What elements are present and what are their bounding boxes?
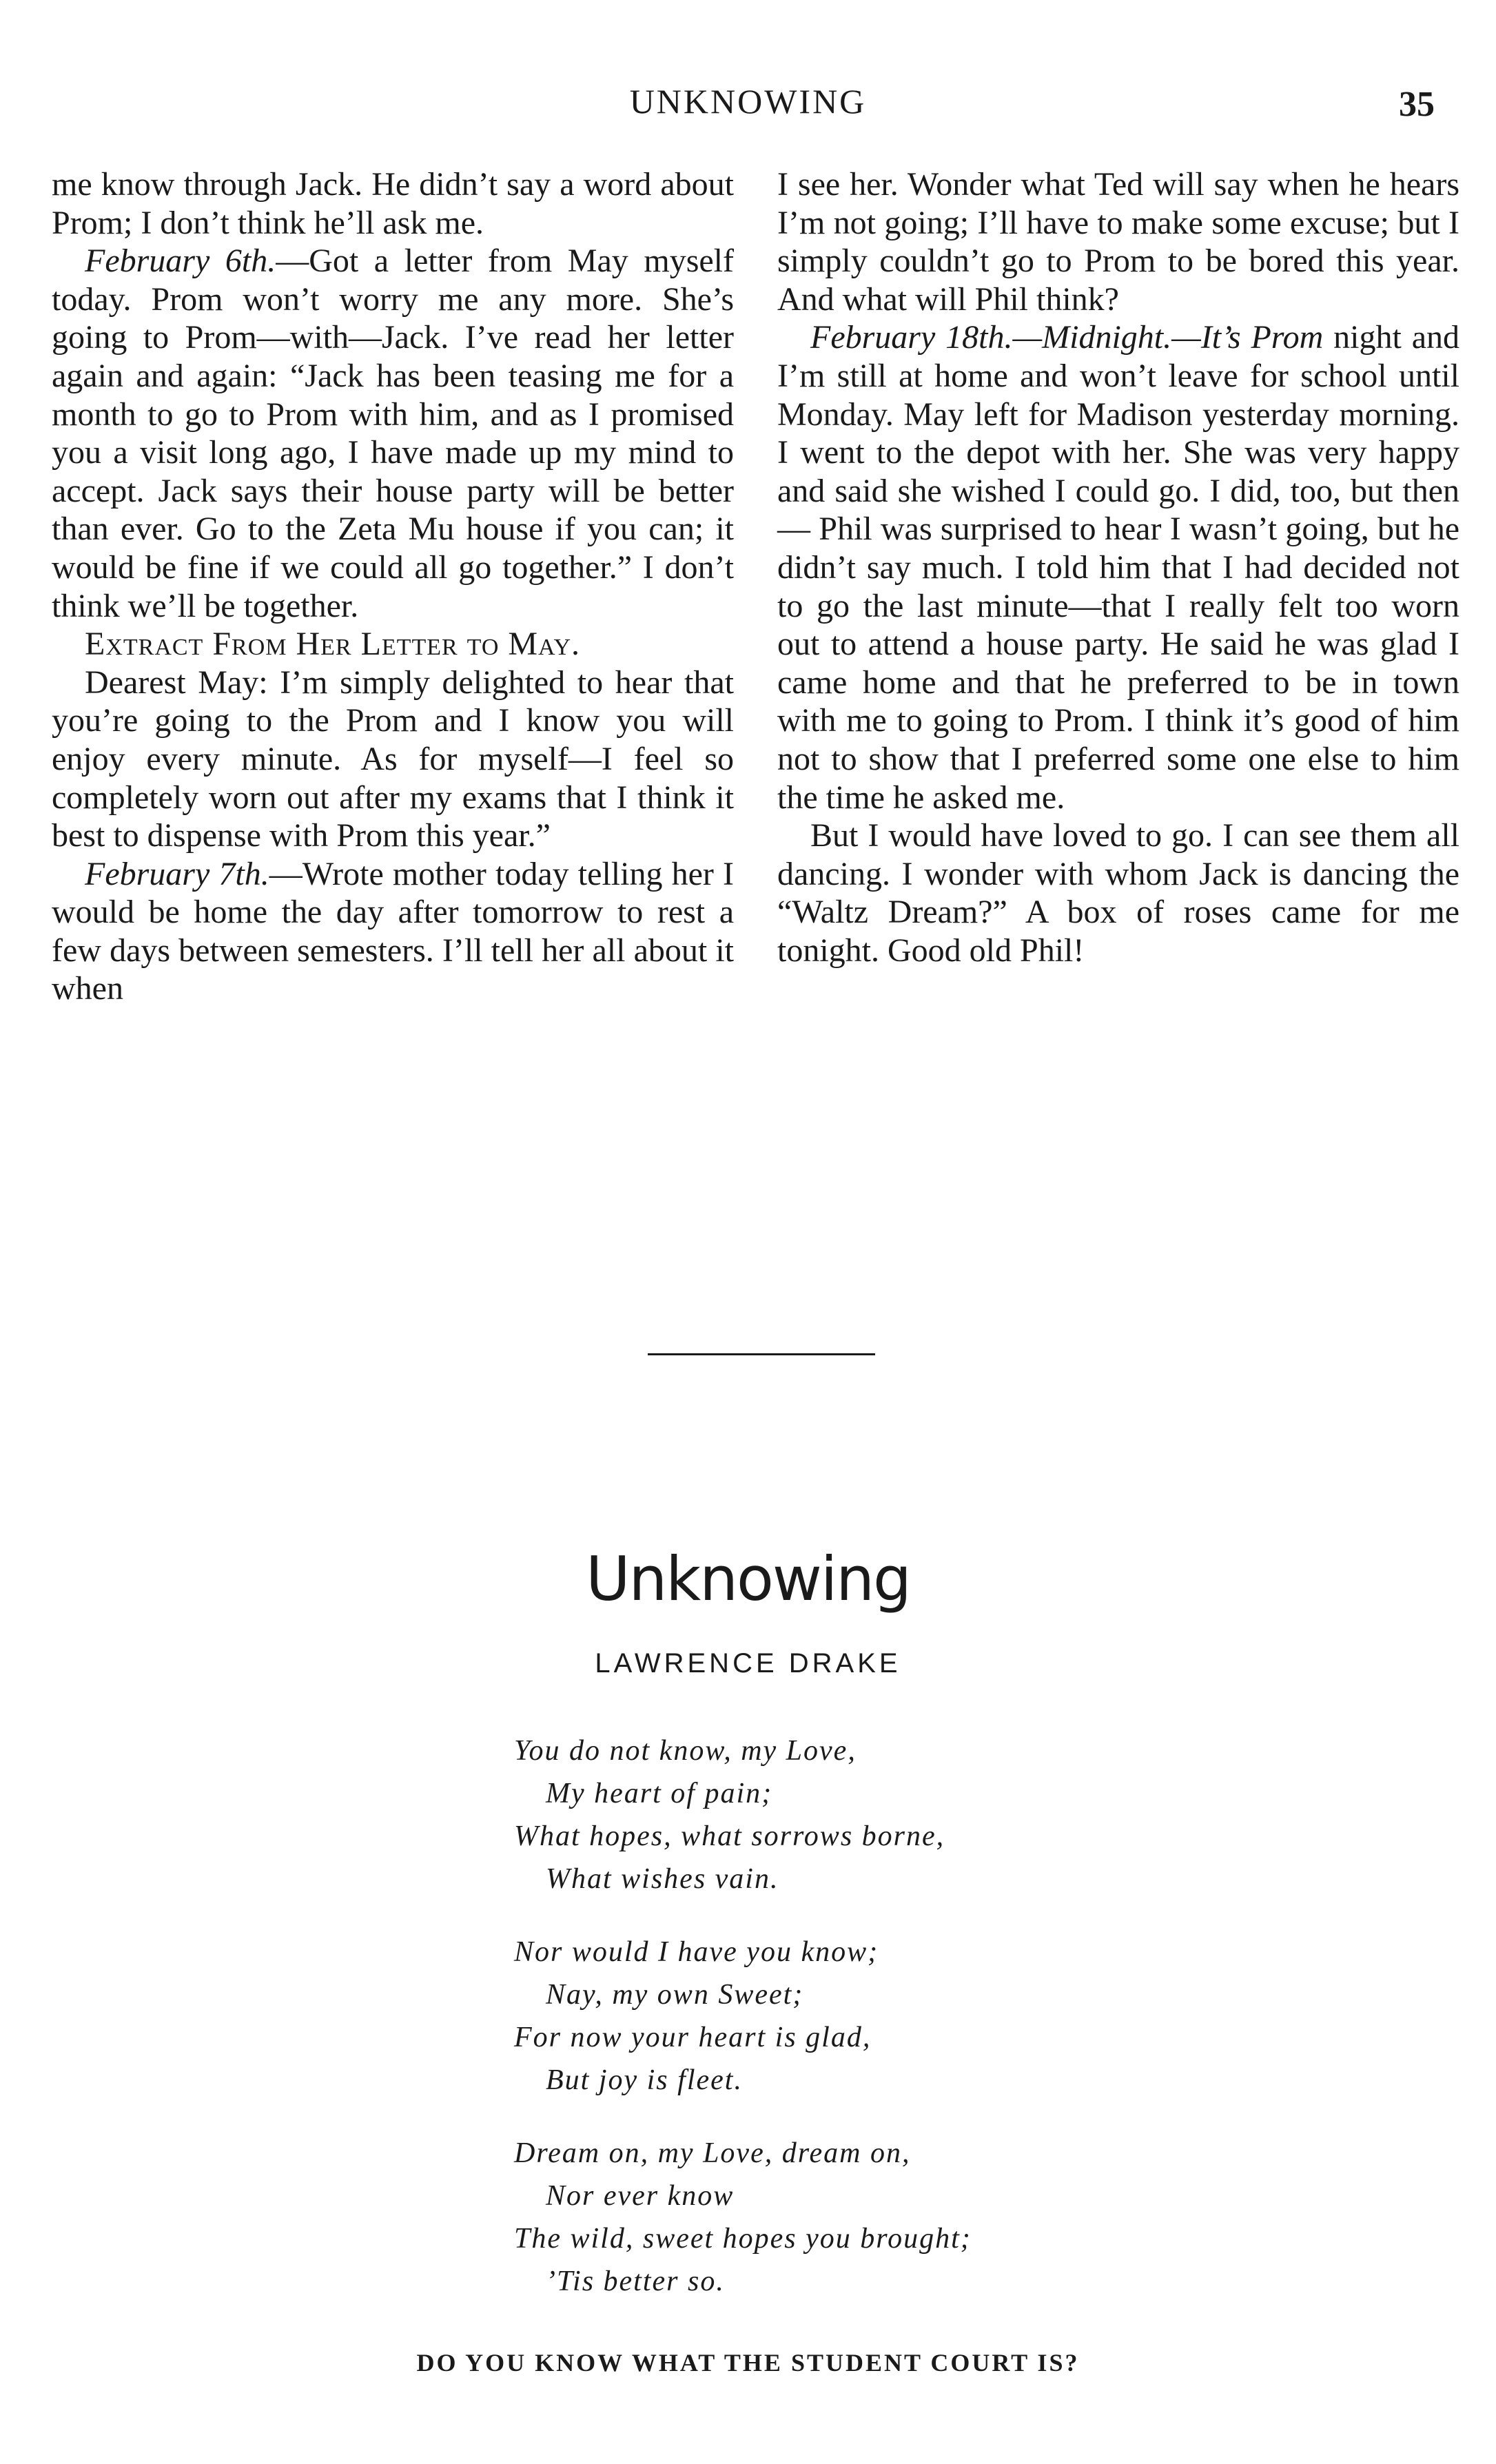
- poem-line: But joy is fleet.: [546, 2064, 743, 2096]
- letter-heading: [52, 625, 734, 664]
- running-header: [0, 81, 1496, 130]
- diary-entry: [52, 242, 734, 625]
- poem-line: What hopes, what sorrows borne,: [514, 1820, 945, 1852]
- poem-line: Nay, my own Sweet;: [546, 1979, 804, 2011]
- paragraph: [777, 817, 1459, 969]
- entry-text: —Wrote mother today telling her I would be home the day after tomorrow to rest a few days between semesters. I’ll tell her all about it when: [52, 855, 734, 1007]
- paragraph: [777, 165, 1459, 318]
- poem-line: What wishes vain.: [546, 1863, 779, 1895]
- paragraph: [52, 165, 734, 242]
- poem-stanza: [514, 1729, 1134, 1900]
- left-column: [52, 165, 734, 1008]
- letter-heading-text: Extract From Her Letter to May.: [85, 626, 581, 663]
- entry-date: February 7th.: [85, 855, 269, 892]
- poem-stanza: [514, 2132, 1134, 2303]
- letter-body: [52, 664, 734, 855]
- poem-line: My heart of pain;: [546, 1778, 773, 1809]
- poem-line: The wild, sweet hopes you brought;: [514, 2223, 972, 2255]
- entry-date: February 18th.—Midnight.—It’s Prom: [810, 319, 1324, 356]
- paragraph-text: But I would have loved to go. I can see them all dancing. I wonder with whom Jack is dancing the “Waltz Dream?” A box of roses came for me tonight. Good old Phil!: [777, 817, 1459, 969]
- poem-line: Nor would I have you know;: [514, 1936, 879, 1968]
- diary-entry: [777, 318, 1459, 817]
- entry-text: —Got a letter from May myself today. Prom won’t worry me any more. She’s going to Prom—with—Jack. I’ve read her letter again and again: “Jack has been teasing me for a month to go to Prom with him, and as I promised you a visit long ago, I have made up my mind to accept. Jack says their house party will be better than ever. Go to the Zeta Mu house if you can; it would be fine if we could all go together.” I don’t think we’ll be together.: [52, 243, 734, 624]
- poem-line: Dream on, my Love, dream on,: [514, 2137, 911, 2169]
- section-divider: [648, 1353, 875, 1355]
- running-title: UNKNOWING: [629, 82, 867, 121]
- poem-stanza: [514, 1931, 1134, 2102]
- poem-line: Nor ever know: [546, 2180, 735, 2212]
- diary-entry: [52, 855, 734, 1008]
- footer-question: DO YOU KNOW WHAT THE STUDENT COURT IS?: [416, 2349, 1080, 2376]
- poem-line: ’Tis better so.: [546, 2266, 725, 2297]
- paragraph-text: me know through Jack. He didn’t say a word about Prom; I don’t think he’ll ask me.: [52, 166, 734, 241]
- entry-text: night and I’m still at home and won’t leave for school until Monday. May left for Madison yesterday morning. I went to the depot with her. She was very happy and said she wished I could go. I did, too, but then— Phil was surprised to hear I wasn’t going, but he didn’t say much. I told him that I had decided not to go the last minute—that I really felt too worn out to attend a house party. He said he was glad I came home and that he preferred to be in town with me to going to Prom. I think it’s good of him not to show that I preferred some one else to him the time he asked me.: [777, 319, 1459, 816]
- poem-line: For now your heart is glad,: [514, 2022, 872, 2053]
- poem-author: LAWRENCE DRAKE: [595, 1648, 901, 1678]
- paragraph-text: I see her. Wonder what Ted will say when he hears I’m not going; I’ll have to make some excuse; but I simply couldn’t go to Prom to be bored this year. And what will Phil think?: [777, 166, 1459, 318]
- entry-date: February 6th.: [85, 243, 276, 280]
- letter-text: Dearest May: I’m simply delighted to hear that you’re going to the Prom and I know you will enjoy every minute. As for myself—I feel so completely worn out after my exams that I think it best to dispense with Prom this year.”: [52, 664, 734, 854]
- poem-title: Unknowing: [586, 1543, 910, 1614]
- poem-line: You do not know, my Love,: [514, 1735, 857, 1767]
- poem-body: [514, 1729, 1134, 2333]
- right-column: [777, 165, 1459, 969]
- page-number: 35: [1399, 85, 1435, 124]
